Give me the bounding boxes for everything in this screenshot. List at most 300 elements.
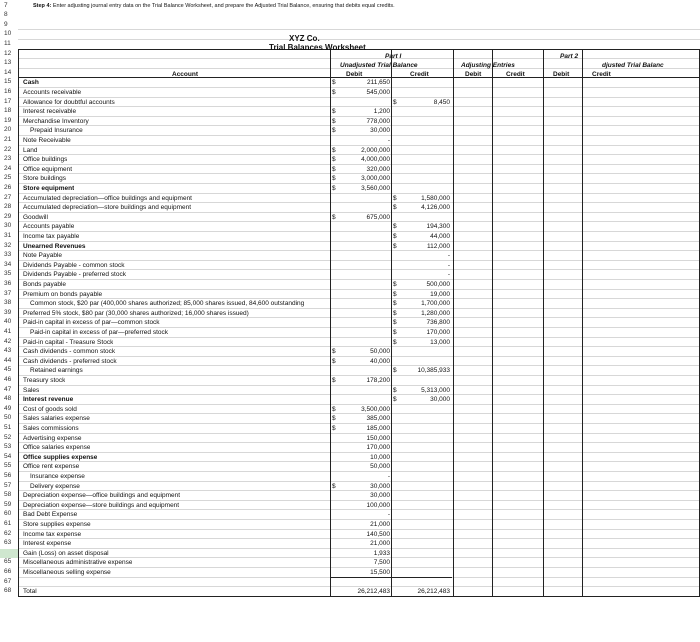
adjusting-credit-cell[interactable]: [493, 587, 542, 597]
unadjusted-debit-cell[interactable]: 545,000: [366, 88, 390, 96]
adjusting-credit-cell[interactable]: [493, 174, 542, 184]
unadjusted-debit-cell[interactable]: 185,000: [366, 424, 390, 432]
account-name[interactable]: Paid-in capital in excess of par—preferred stock: [30, 328, 169, 336]
adjusting-debit-cell[interactable]: [454, 146, 491, 156]
account-name[interactable]: Interest receivable: [23, 108, 77, 116]
account-name[interactable]: Treasury stock: [23, 376, 66, 384]
account-name[interactable]: Cash dividends - preferred stock: [23, 357, 117, 365]
adjusting-debit-cell[interactable]: [454, 136, 491, 146]
unadjusted-debit-cell[interactable]: 1,200: [373, 108, 390, 116]
adjusted-debit-cell[interactable]: [544, 568, 581, 578]
adjusted-debit-cell[interactable]: [544, 520, 581, 530]
adjusting-credit-cell[interactable]: [493, 213, 542, 223]
adjusting-credit-cell[interactable]: [493, 222, 542, 232]
adjusting-credit-cell[interactable]: [493, 338, 542, 348]
adjusting-debit-cell[interactable]: [454, 107, 491, 117]
adjusting-debit-cell[interactable]: [454, 549, 491, 559]
adjusting-credit-cell[interactable]: [493, 299, 542, 309]
unadjusted-credit-cell[interactable]: 13,000: [430, 338, 450, 346]
adjusting-debit-cell[interactable]: [454, 386, 491, 396]
adjusting-debit-cell[interactable]: [454, 184, 491, 194]
adjusted-credit-cell[interactable]: [583, 578, 698, 588]
adjusted-debit-cell[interactable]: [544, 395, 581, 405]
unadjusted-debit-cell[interactable]: 778,000: [366, 117, 390, 125]
adjusting-credit-cell[interactable]: [493, 242, 542, 252]
adjusted-debit-cell[interactable]: [544, 155, 581, 165]
adjusting-debit-cell[interactable]: [454, 578, 491, 588]
adjusting-debit-cell[interactable]: [454, 299, 491, 309]
adjusted-credit-cell[interactable]: [583, 290, 698, 300]
adjusted-credit-cell[interactable]: [583, 88, 698, 98]
account-name[interactable]: Preferred 5% stock, $80 par (30,000 shares authorized; 16,000 shares issued): [23, 309, 249, 317]
unadjusted-debit-cell[interactable]: 3,000,000: [361, 175, 390, 183]
account-name[interactable]: Income tax expense: [23, 530, 82, 538]
unadjusted-credit-cell[interactable]: 1,580,000: [421, 194, 450, 202]
adjusted-credit-cell[interactable]: [583, 174, 698, 184]
adjusting-credit-cell[interactable]: [493, 251, 542, 261]
adjusted-debit-cell[interactable]: [544, 530, 581, 540]
adjusting-credit-cell[interactable]: [493, 405, 542, 415]
adjusting-credit-cell[interactable]: [493, 290, 542, 300]
adjusted-credit-cell[interactable]: [583, 155, 698, 165]
unadjusted-debit-cell[interactable]: -: [387, 472, 390, 480]
adjusting-credit-cell[interactable]: [493, 443, 542, 453]
unadjusted-debit-cell[interactable]: 3,500,000: [361, 405, 390, 413]
adjusted-credit-cell[interactable]: [583, 501, 698, 511]
adjusted-credit-cell[interactable]: [583, 251, 698, 261]
unadjusted-credit-cell[interactable]: 736,800: [426, 319, 450, 327]
adjusted-debit-cell[interactable]: [544, 376, 581, 386]
unadjusted-debit-cell[interactable]: 50,000: [370, 463, 390, 471]
adjusting-credit-cell[interactable]: [493, 203, 542, 213]
adjusted-credit-cell[interactable]: [583, 510, 698, 520]
unadjusted-debit-cell[interactable]: -: [387, 511, 390, 519]
adjusted-debit-cell[interactable]: [544, 453, 581, 463]
adjusted-credit-cell[interactable]: [583, 126, 698, 136]
adjusted-debit-cell[interactable]: [544, 424, 581, 434]
adjusted-credit-cell[interactable]: [583, 462, 698, 472]
unadjusted-credit-cell[interactable]: 1,280,000: [421, 309, 450, 317]
adjusting-debit-cell[interactable]: [454, 376, 491, 386]
account-name[interactable]: Dividends Payable - preferred stock: [23, 271, 126, 279]
adjusted-debit-cell[interactable]: [544, 357, 581, 367]
unadjusted-debit-cell[interactable]: 3,560,000: [361, 184, 390, 192]
unadjusted-credit-cell[interactable]: 10,385,933: [417, 367, 450, 375]
adjusted-debit-cell[interactable]: [544, 309, 581, 319]
adjusted-credit-cell[interactable]: [583, 587, 698, 597]
adjusted-debit-cell[interactable]: [544, 405, 581, 415]
adjusting-credit-cell[interactable]: [493, 328, 542, 338]
account-name[interactable]: Premium on bonds payable: [23, 290, 103, 298]
account-name[interactable]: Office salaries expense: [23, 444, 91, 452]
account-name[interactable]: Goodwill: [23, 213, 48, 221]
adjusted-debit-cell[interactable]: [544, 136, 581, 146]
account-name[interactable]: Retained earnings: [30, 367, 83, 375]
unadjusted-debit-cell[interactable]: 50,000: [370, 348, 390, 356]
adjusted-credit-cell[interactable]: [583, 338, 698, 348]
adjusted-credit-cell[interactable]: [583, 347, 698, 357]
adjusting-debit-cell[interactable]: [454, 366, 491, 376]
account-name[interactable]: Store buildings: [23, 175, 66, 183]
adjusted-credit-cell[interactable]: [583, 203, 698, 213]
account-name[interactable]: Store equipment: [23, 184, 75, 192]
adjusted-credit-cell[interactable]: [583, 299, 698, 309]
adjusting-credit-cell[interactable]: [493, 357, 542, 367]
adjusted-debit-cell[interactable]: [544, 242, 581, 252]
unadjusted-debit-cell[interactable]: 320,000: [366, 165, 390, 173]
unadjusted-debit-cell[interactable]: 15,500: [370, 568, 390, 576]
adjusting-debit-cell[interactable]: [454, 462, 491, 472]
account-name[interactable]: Cash dividends - common stock: [23, 348, 116, 356]
adjusted-credit-cell[interactable]: [583, 78, 698, 88]
unadjusted-debit-cell[interactable]: 170,000: [366, 444, 390, 452]
adjusted-debit-cell[interactable]: [544, 318, 581, 328]
unadjusted-debit-cell[interactable]: 30,000: [370, 127, 390, 135]
adjusting-debit-cell[interactable]: [454, 424, 491, 434]
account-name[interactable]: Miscellaneous selling expense: [23, 568, 111, 576]
adjusting-credit-cell[interactable]: [493, 472, 542, 482]
unadjusted-credit-cell[interactable]: 1,700,000: [421, 300, 450, 308]
adjusting-credit-cell[interactable]: [493, 539, 542, 549]
adjusting-credit-cell[interactable]: [493, 366, 542, 376]
account-name[interactable]: Depreciation expense—store buildings and equipment: [23, 501, 180, 509]
unadjusted-debit-cell[interactable]: -: [387, 136, 390, 144]
adjusted-debit-cell[interactable]: [544, 184, 581, 194]
adjusting-debit-cell[interactable]: [454, 482, 491, 492]
adjusted-credit-cell[interactable]: [583, 424, 698, 434]
account-name[interactable]: Office rent expense: [23, 463, 80, 471]
adjusting-debit-cell[interactable]: [454, 194, 491, 204]
adjusting-debit-cell[interactable]: [454, 261, 491, 271]
account-name[interactable]: Miscellaneous administrative expense: [23, 559, 133, 567]
adjusted-credit-cell[interactable]: [583, 376, 698, 386]
adjusting-debit-cell[interactable]: [454, 338, 491, 348]
account-name[interactable]: Sales: [23, 386, 40, 394]
adjusted-credit-cell[interactable]: [583, 184, 698, 194]
adjusting-credit-cell[interactable]: [493, 117, 542, 127]
adjusted-debit-cell[interactable]: [544, 386, 581, 396]
account-name[interactable]: Paid-in capital in excess of par—common stock: [23, 319, 160, 327]
account-name[interactable]: Cost of goods sold: [23, 405, 77, 413]
adjusting-credit-cell[interactable]: [493, 98, 542, 108]
account-name[interactable]: Dividends Payable - common stock: [23, 261, 125, 269]
unadjusted-debit-cell[interactable]: 1,933: [373, 549, 390, 557]
adjusted-debit-cell[interactable]: [544, 462, 581, 472]
adjusting-debit-cell[interactable]: [454, 405, 491, 415]
adjusted-debit-cell[interactable]: [544, 366, 581, 376]
account-name[interactable]: Office buildings: [23, 156, 68, 164]
adjusting-debit-cell[interactable]: [454, 78, 491, 88]
adjusting-credit-cell[interactable]: [493, 434, 542, 444]
account-name[interactable]: Cash: [23, 79, 39, 87]
adjusted-debit-cell[interactable]: [544, 578, 581, 588]
adjusted-debit-cell[interactable]: [544, 261, 581, 271]
adjusting-credit-cell[interactable]: [493, 414, 542, 424]
adjusting-credit-cell[interactable]: [493, 155, 542, 165]
adjusting-credit-cell[interactable]: [493, 501, 542, 511]
unadjusted-debit-cell[interactable]: 178,200: [366, 376, 390, 384]
account-name[interactable]: Income tax payable: [23, 232, 80, 240]
unadjusted-credit-cell[interactable]: 5,313,000: [421, 386, 450, 394]
unadjusted-credit-cell[interactable]: 112,000: [426, 242, 450, 250]
adjusted-debit-cell[interactable]: [544, 443, 581, 453]
adjusted-debit-cell[interactable]: [544, 299, 581, 309]
adjusting-credit-cell[interactable]: [493, 376, 542, 386]
adjusting-debit-cell[interactable]: [454, 453, 491, 463]
account-name[interactable]: Prepaid Insurance: [30, 127, 83, 135]
adjusting-debit-cell[interactable]: [454, 309, 491, 319]
account-name[interactable]: Store supplies expense: [23, 520, 91, 528]
adjusting-credit-cell[interactable]: [493, 520, 542, 530]
adjusting-credit-cell[interactable]: [493, 395, 542, 405]
adjusted-credit-cell[interactable]: [583, 194, 698, 204]
account-name[interactable]: Accounts receivable: [23, 88, 82, 96]
adjusting-credit-cell[interactable]: [493, 261, 542, 271]
adjusted-debit-cell[interactable]: [544, 549, 581, 559]
account-name[interactable]: Insurance expense: [30, 472, 85, 480]
account-name[interactable]: Note Payable: [23, 252, 63, 260]
adjusting-debit-cell[interactable]: [454, 270, 491, 280]
adjusting-debit-cell[interactable]: [454, 222, 491, 232]
adjusted-debit-cell[interactable]: [544, 98, 581, 108]
adjusted-credit-cell[interactable]: [583, 328, 698, 338]
adjusting-debit-cell[interactable]: [454, 126, 491, 136]
adjusting-debit-cell[interactable]: [454, 203, 491, 213]
adjusted-debit-cell[interactable]: [544, 414, 581, 424]
adjusted-credit-cell[interactable]: [583, 568, 698, 578]
adjusting-debit-cell[interactable]: [454, 501, 491, 511]
adjusting-credit-cell[interactable]: [493, 309, 542, 319]
unadjusted-debit-cell[interactable]: 26,212,483: [357, 588, 390, 596]
adjusting-credit-cell[interactable]: [493, 280, 542, 290]
adjusting-debit-cell[interactable]: [454, 174, 491, 184]
unadjusted-credit-cell[interactable]: -: [447, 271, 450, 279]
adjusted-credit-cell[interactable]: [583, 482, 698, 492]
adjusting-debit-cell[interactable]: [454, 587, 491, 597]
adjusted-credit-cell[interactable]: [583, 107, 698, 117]
adjusting-credit-cell[interactable]: [493, 136, 542, 146]
adjusting-credit-cell[interactable]: [493, 232, 542, 242]
account-name[interactable]: Paid-in capital - Treasure Stock: [23, 338, 114, 346]
adjusting-debit-cell[interactable]: [454, 395, 491, 405]
account-name[interactable]: Delivery expense: [30, 482, 80, 490]
adjusting-credit-cell[interactable]: [493, 510, 542, 520]
adjusting-credit-cell[interactable]: [493, 270, 542, 280]
adjusting-debit-cell[interactable]: [454, 318, 491, 328]
adjusted-credit-cell[interactable]: [583, 405, 698, 415]
unadjusted-debit-cell[interactable]: 30,000: [370, 482, 390, 490]
adjusting-debit-cell[interactable]: [454, 213, 491, 223]
adjusting-debit-cell[interactable]: [454, 251, 491, 261]
unadjusted-debit-cell[interactable]: 40,000: [370, 357, 390, 365]
unadjusted-debit-cell[interactable]: 385,000: [366, 415, 390, 423]
adjusted-debit-cell[interactable]: [544, 501, 581, 511]
unadjusted-debit-cell[interactable]: 2,000,000: [361, 146, 390, 154]
adjusted-debit-cell[interactable]: [544, 126, 581, 136]
account-name[interactable]: Accumulated depreciation—office buildings and equipment: [23, 194, 192, 202]
adjusted-debit-cell[interactable]: [544, 482, 581, 492]
adjusted-credit-cell[interactable]: [583, 443, 698, 453]
account-name[interactable]: Bad Debt Expense: [23, 511, 78, 519]
unadjusted-debit-cell[interactable]: 10,000: [370, 453, 390, 461]
adjusting-debit-cell[interactable]: [454, 491, 491, 501]
adjusting-credit-cell[interactable]: [493, 424, 542, 434]
adjusting-debit-cell[interactable]: [454, 98, 491, 108]
adjusting-credit-cell[interactable]: [493, 146, 542, 156]
adjusting-debit-cell[interactable]: [454, 242, 491, 252]
adjusted-credit-cell[interactable]: [583, 539, 698, 549]
adjusting-credit-cell[interactable]: [493, 107, 542, 117]
adjusting-debit-cell[interactable]: [454, 443, 491, 453]
adjusted-credit-cell[interactable]: [583, 491, 698, 501]
adjusted-debit-cell[interactable]: [544, 203, 581, 213]
adjusting-credit-cell[interactable]: [493, 462, 542, 472]
adjusting-credit-cell[interactable]: [493, 482, 542, 492]
adjusted-debit-cell[interactable]: [544, 146, 581, 156]
adjusted-debit-cell[interactable]: [544, 587, 581, 597]
adjusting-credit-cell[interactable]: [493, 88, 542, 98]
adjusting-credit-cell[interactable]: [493, 453, 542, 463]
account-name[interactable]: Total: [23, 588, 37, 596]
account-name[interactable]: Office supplies expense: [23, 453, 98, 461]
adjusted-debit-cell[interactable]: [544, 213, 581, 223]
adjusted-debit-cell[interactable]: [544, 558, 581, 568]
account-name[interactable]: Common stock, $20 par (400,000 shares authorized; 85,000 shares issued, 84,600 outstanding: [30, 300, 305, 308]
account-name[interactable]: Note Receivable: [23, 136, 71, 144]
unadjusted-debit-cell[interactable]: 4,000,000: [361, 156, 390, 164]
adjusted-credit-cell[interactable]: [583, 270, 698, 280]
adjusted-debit-cell[interactable]: [544, 88, 581, 98]
adjusted-debit-cell[interactable]: [544, 280, 581, 290]
adjusting-credit-cell[interactable]: [493, 318, 542, 328]
unadjusted-credit-cell[interactable]: 26,212,483: [417, 588, 450, 596]
adjusted-debit-cell[interactable]: [544, 290, 581, 300]
unadjusted-debit-cell[interactable]: 21,000: [370, 520, 390, 528]
adjusting-debit-cell[interactable]: [454, 290, 491, 300]
adjusted-debit-cell[interactable]: [544, 78, 581, 88]
adjusted-credit-cell[interactable]: [583, 232, 698, 242]
account-name[interactable]: Advertising expense: [23, 434, 82, 442]
adjusted-credit-cell[interactable]: [583, 414, 698, 424]
unadjusted-debit-cell[interactable]: 100,000: [366, 501, 390, 509]
account-name[interactable]: Unearned Revenues: [23, 242, 86, 250]
adjusting-debit-cell[interactable]: [454, 510, 491, 520]
adjusted-debit-cell[interactable]: [544, 174, 581, 184]
adjusted-debit-cell[interactable]: [544, 222, 581, 232]
account-name[interactable]: Bonds payable: [23, 280, 67, 288]
adjusting-debit-cell[interactable]: [454, 520, 491, 530]
unadjusted-debit-cell[interactable]: 675,000: [366, 213, 390, 221]
adjusted-credit-cell[interactable]: [583, 242, 698, 252]
unadjusted-credit-cell[interactable]: 194,300: [426, 223, 450, 231]
adjusting-credit-cell[interactable]: [493, 386, 542, 396]
adjusting-debit-cell[interactable]: [454, 88, 491, 98]
account-name[interactable]: Sales commissions: [23, 424, 79, 432]
unadjusted-credit-cell[interactable]: -: [447, 261, 450, 269]
adjusted-debit-cell[interactable]: [544, 270, 581, 280]
account-name[interactable]: Allowance for doubtful accounts: [23, 98, 115, 106]
adjusting-credit-cell[interactable]: [493, 184, 542, 194]
adjusted-credit-cell[interactable]: [583, 520, 698, 530]
adjusted-debit-cell[interactable]: [544, 347, 581, 357]
adjusting-debit-cell[interactable]: [454, 165, 491, 175]
adjusting-credit-cell[interactable]: [493, 78, 542, 88]
account-name[interactable]: Merchandise Inventory: [23, 117, 89, 125]
adjusting-credit-cell[interactable]: [493, 568, 542, 578]
adjusted-credit-cell[interactable]: [583, 261, 698, 271]
adjusted-debit-cell[interactable]: [544, 117, 581, 127]
adjusting-credit-cell[interactable]: [493, 530, 542, 540]
adjusted-credit-cell[interactable]: [583, 222, 698, 232]
unadjusted-credit-cell[interactable]: 500,000: [426, 280, 450, 288]
adjusted-credit-cell[interactable]: [583, 549, 698, 559]
adjusted-credit-cell[interactable]: [583, 98, 698, 108]
adjusting-credit-cell[interactable]: [493, 126, 542, 136]
unadjusted-debit-cell[interactable]: 7,500: [373, 559, 390, 567]
adjusting-debit-cell[interactable]: [454, 558, 491, 568]
adjusted-credit-cell[interactable]: [583, 366, 698, 376]
adjusted-debit-cell[interactable]: [544, 434, 581, 444]
account-name[interactable]: Office equipment: [23, 165, 73, 173]
adjusted-credit-cell[interactable]: [583, 472, 698, 482]
account-name[interactable]: Accounts payable: [23, 223, 75, 231]
adjusting-debit-cell[interactable]: [454, 568, 491, 578]
adjusting-debit-cell[interactable]: [454, 280, 491, 290]
adjusting-debit-cell[interactable]: [454, 347, 491, 357]
account-name[interactable]: Interest expense: [23, 540, 72, 548]
unadjusted-debit-cell[interactable]: 140,500: [366, 530, 390, 538]
unadjusted-debit-cell[interactable]: 150,000: [366, 434, 390, 442]
adjusting-credit-cell[interactable]: [493, 194, 542, 204]
account-name[interactable]: Accumulated depreciation—store buildings and equipment: [23, 204, 192, 212]
adjusted-debit-cell[interactable]: [544, 472, 581, 482]
adjusting-debit-cell[interactable]: [454, 472, 491, 482]
adjusting-debit-cell[interactable]: [454, 357, 491, 367]
unadjusted-credit-cell[interactable]: 4,126,000: [421, 204, 450, 212]
adjusting-credit-cell[interactable]: [493, 347, 542, 357]
adjusting-debit-cell[interactable]: [454, 414, 491, 424]
adjusting-debit-cell[interactable]: [454, 539, 491, 549]
adjusted-debit-cell[interactable]: [544, 539, 581, 549]
adjusted-credit-cell[interactable]: [583, 117, 698, 127]
adjusted-debit-cell[interactable]: [544, 510, 581, 520]
adjusting-debit-cell[interactable]: [454, 117, 491, 127]
adjusted-debit-cell[interactable]: [544, 232, 581, 242]
adjusted-credit-cell[interactable]: [583, 280, 698, 290]
adjusted-debit-cell[interactable]: [544, 491, 581, 501]
adjusted-debit-cell[interactable]: [544, 194, 581, 204]
adjusting-credit-cell[interactable]: [493, 578, 542, 588]
unadjusted-credit-cell[interactable]: 44,000: [430, 232, 450, 240]
adjusted-credit-cell[interactable]: [583, 318, 698, 328]
account-name[interactable]: Land: [23, 146, 38, 154]
adjusted-credit-cell[interactable]: [583, 434, 698, 444]
adjusting-debit-cell[interactable]: [454, 328, 491, 338]
adjusted-credit-cell[interactable]: [583, 213, 698, 223]
adjusted-debit-cell[interactable]: [544, 107, 581, 117]
account-name[interactable]: Sales salaries expense: [23, 415, 90, 423]
adjusting-debit-cell[interactable]: [454, 155, 491, 165]
adjusted-credit-cell[interactable]: [583, 453, 698, 463]
adjusted-debit-cell[interactable]: [544, 338, 581, 348]
adjusted-credit-cell[interactable]: [583, 165, 698, 175]
adjusted-debit-cell[interactable]: [544, 251, 581, 261]
unadjusted-credit-cell[interactable]: 170,000: [426, 328, 450, 336]
adjusted-debit-cell[interactable]: [544, 165, 581, 175]
adjusting-credit-cell[interactable]: [493, 491, 542, 501]
unadjusted-debit-cell[interactable]: 211,650: [366, 79, 390, 87]
adjusting-debit-cell[interactable]: [454, 232, 491, 242]
